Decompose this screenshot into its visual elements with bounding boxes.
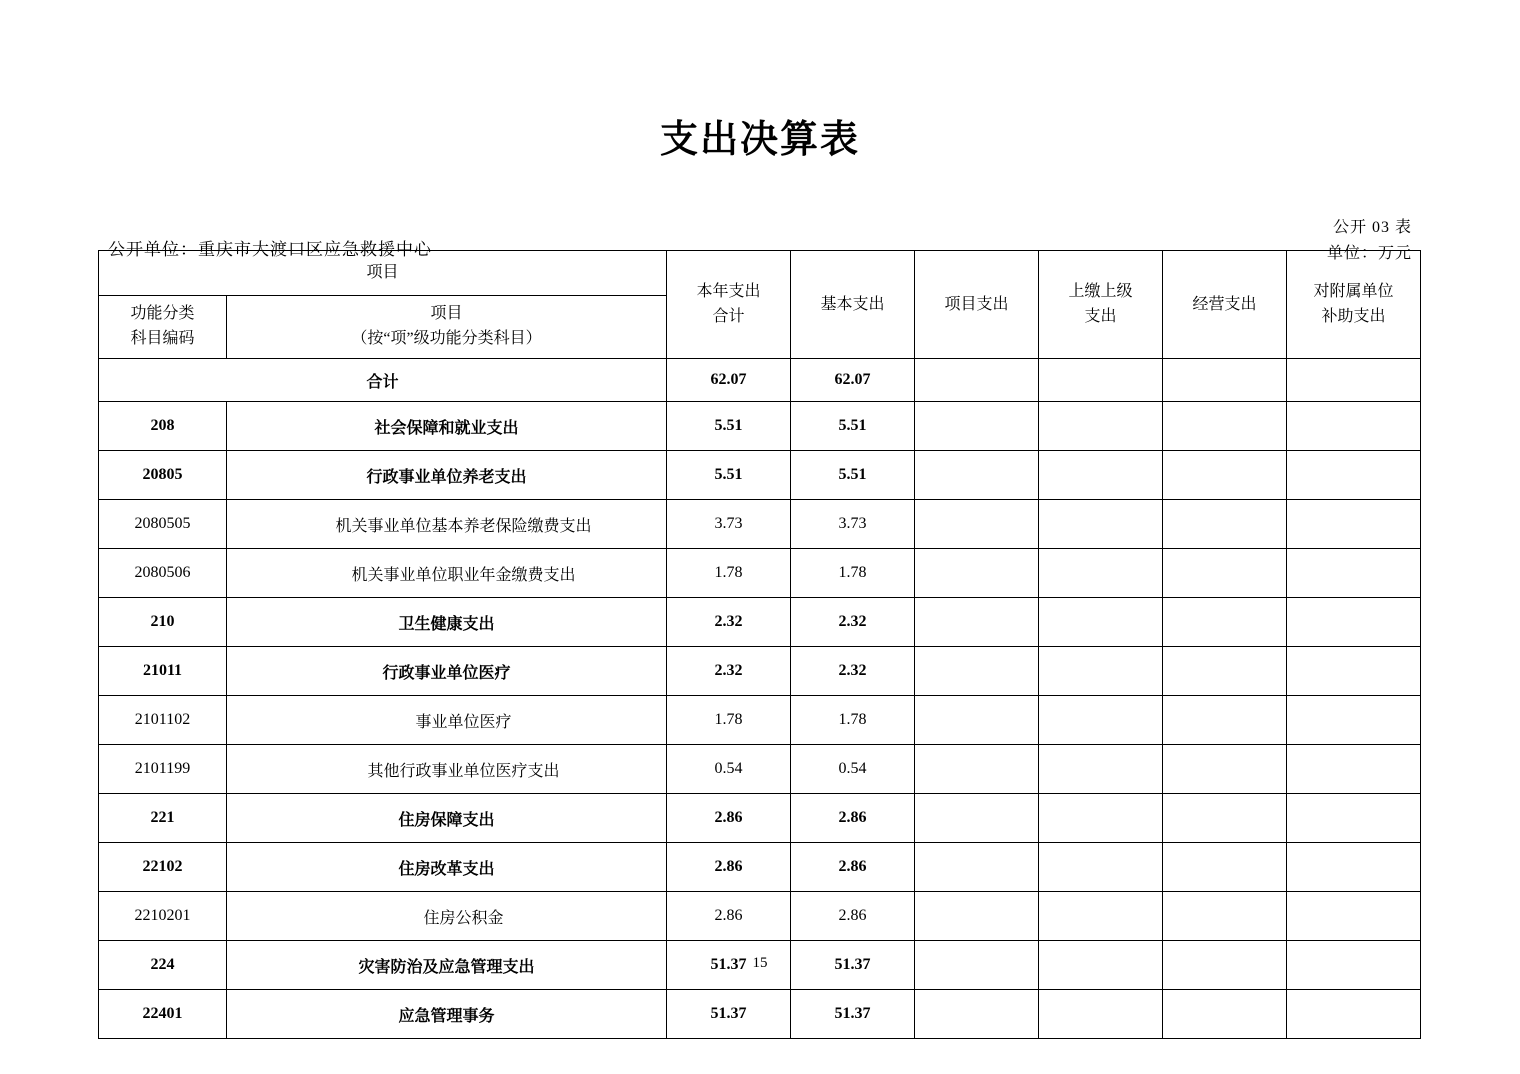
row-project (915, 696, 1039, 745)
row-upper (1039, 598, 1163, 647)
row-name: 其他行政事业单位医疗支出 (227, 745, 667, 794)
row-basic: 5.51 (791, 402, 915, 451)
header-operating-expenditure: 经营支出 (1163, 251, 1287, 359)
row-project (915, 402, 1039, 451)
page-title: 支出决算表 (659, 117, 860, 161)
row-operating (1163, 500, 1287, 549)
header-current-year-total (667, 251, 791, 359)
header-group-item: 项目 (99, 251, 667, 296)
row-operating (1163, 794, 1287, 843)
row-basic: 2.86 (791, 892, 915, 941)
row-subsidy (1287, 696, 1421, 745)
row-code: 2080505 (99, 500, 227, 549)
row-current-year: 51.37 (667, 990, 791, 1039)
row-project (915, 892, 1039, 941)
header-project-expenditure: 项目支出 (915, 251, 1039, 359)
table-row (99, 990, 1421, 1039)
row-upper (1039, 990, 1163, 1039)
row-operating (1163, 843, 1287, 892)
row-name: 事业单位医疗 (227, 696, 667, 745)
row-code: 2101102 (99, 696, 227, 745)
row-basic: 1.78 (791, 696, 915, 745)
row-basic: 5.51 (791, 451, 915, 500)
header-subsidy-expenditure (1287, 251, 1421, 359)
form-number: 公开 03 表 (1332, 219, 1412, 236)
row-project (915, 647, 1039, 696)
row-basic: 2.86 (791, 794, 915, 843)
row-upper (1039, 500, 1163, 549)
row-project (915, 598, 1039, 647)
header-item-name-line2: （按“项”级功能分类科目） (351, 330, 542, 347)
row-operating (1163, 598, 1287, 647)
publisher-line: 公开单位：重庆市大渡口区应急救援中心 (108, 240, 432, 259)
row-code: 2101199 (99, 745, 227, 794)
row-code: 221 (99, 794, 227, 843)
row-name: 住房公积金 (227, 892, 667, 941)
header-item-name-line1: 项目 (430, 305, 463, 323)
row-name: 行政事业单位养老支出 (227, 451, 667, 500)
row-subsidy (1287, 647, 1421, 696)
row-current-year: 51.37 (667, 941, 791, 990)
total-upper (1039, 359, 1163, 402)
header-basic-expenditure: 基本支出 (791, 251, 915, 359)
row-current-year: 5.51 (667, 402, 791, 451)
row-current-year: 2.86 (667, 892, 791, 941)
header-current-year-total-line2: 合计 (712, 307, 745, 325)
row-basic: 2.86 (791, 843, 915, 892)
row-subsidy (1287, 990, 1421, 1039)
row-upper (1039, 549, 1163, 598)
header-subsidy-expenditure-line1: 对附属单位 (1313, 282, 1394, 300)
expenditure-table (98, 250, 1421, 1039)
header-upper-level-payment-line1: 上缴上级 (1068, 282, 1133, 300)
row-operating (1163, 451, 1287, 500)
header-function-code (99, 296, 227, 359)
row-operating (1163, 549, 1287, 598)
row-subsidy (1287, 500, 1421, 549)
header-current-year-total-line1: 本年支出 (696, 282, 761, 300)
row-current-year: 2.86 (667, 794, 791, 843)
table-row (99, 500, 1421, 549)
row-upper (1039, 745, 1163, 794)
row-current-year: 2.32 (667, 598, 791, 647)
row-current-year: 2.86 (667, 843, 791, 892)
row-basic: 0.54 (791, 745, 915, 794)
row-basic: 3.73 (791, 500, 915, 549)
table-row (99, 549, 1421, 598)
total-basic: 62.07 (791, 359, 915, 402)
row-name: 机关事业单位基本养老保险缴费支出 (227, 500, 667, 549)
row-upper (1039, 843, 1163, 892)
header-subsidy-expenditure-line2: 补助支出 (1321, 307, 1386, 325)
table-row (99, 402, 1421, 451)
row-project (915, 745, 1039, 794)
row-subsidy (1287, 451, 1421, 500)
table-row-total (99, 359, 1421, 402)
row-name: 机关事业单位职业年金缴费支出 (227, 549, 667, 598)
total-label: 合计 (99, 359, 667, 402)
row-name: 灾害防治及应急管理支出 (227, 941, 667, 990)
row-operating (1163, 402, 1287, 451)
row-project (915, 500, 1039, 549)
row-code: 208 (99, 402, 227, 451)
table-row (99, 598, 1421, 647)
page-number: 15 (752, 955, 768, 971)
row-code: 2210201 (99, 892, 227, 941)
row-code: 2080506 (99, 549, 227, 598)
row-subsidy (1287, 892, 1421, 941)
row-code: 224 (99, 941, 227, 990)
row-current-year: 2.32 (667, 647, 791, 696)
header-item-name (227, 296, 667, 359)
row-current-year: 1.78 (667, 696, 791, 745)
row-code: 210 (99, 598, 227, 647)
row-subsidy (1287, 843, 1421, 892)
row-upper (1039, 647, 1163, 696)
row-code: 21011 (99, 647, 227, 696)
row-code: 20805 (99, 451, 227, 500)
total-subsidy (1287, 359, 1421, 402)
row-current-year: 5.51 (667, 451, 791, 500)
total-current-year: 62.07 (667, 359, 791, 402)
row-upper (1039, 696, 1163, 745)
row-name: 行政事业单位医疗 (227, 647, 667, 696)
row-operating (1163, 647, 1287, 696)
row-project (915, 451, 1039, 500)
header-function-code-line2: 科目编码 (130, 330, 195, 347)
row-name: 住房改革支出 (227, 843, 667, 892)
row-code: 22102 (99, 843, 227, 892)
table-row (99, 794, 1421, 843)
row-basic: 2.32 (791, 647, 915, 696)
row-operating (1163, 892, 1287, 941)
row-upper (1039, 451, 1163, 500)
row-subsidy (1287, 598, 1421, 647)
row-subsidy (1287, 794, 1421, 843)
row-upper (1039, 402, 1163, 451)
row-project (915, 794, 1039, 843)
row-code: 22401 (99, 990, 227, 1039)
table-row (99, 451, 1421, 500)
table-header-row-1 (99, 251, 1421, 296)
row-project (915, 990, 1039, 1039)
header-upper-level-payment-line2: 支出 (1084, 307, 1117, 325)
row-project (915, 843, 1039, 892)
row-name: 社会保障和就业支出 (227, 402, 667, 451)
row-subsidy (1287, 745, 1421, 794)
row-operating (1163, 990, 1287, 1039)
row-basic: 51.37 (791, 990, 915, 1039)
row-basic: 1.78 (791, 549, 915, 598)
row-basic: 51.37 (791, 941, 915, 990)
row-upper (1039, 892, 1163, 941)
unit-note: 单位：万元 (1326, 245, 1412, 263)
row-operating (1163, 696, 1287, 745)
total-project (915, 359, 1039, 402)
row-current-year: 3.73 (667, 500, 791, 549)
row-upper (1039, 794, 1163, 843)
table-row (99, 696, 1421, 745)
table-row (99, 892, 1421, 941)
header-upper-level-payment (1039, 251, 1163, 359)
row-current-year: 1.78 (667, 549, 791, 598)
row-current-year: 0.54 (667, 745, 791, 794)
row-name: 卫生健康支出 (227, 598, 667, 647)
row-subsidy (1287, 402, 1421, 451)
table-row (99, 843, 1421, 892)
row-operating (1163, 745, 1287, 794)
row-project (915, 549, 1039, 598)
row-basic: 2.32 (791, 598, 915, 647)
total-operating (1163, 359, 1287, 402)
row-name: 住房保障支出 (227, 794, 667, 843)
row-name: 应急管理事务 (227, 990, 667, 1039)
table-row (99, 745, 1421, 794)
table-row (99, 647, 1421, 696)
row-subsidy (1287, 549, 1421, 598)
header-function-code-line1: 功能分类 (130, 305, 195, 323)
table-body (99, 359, 1421, 1039)
